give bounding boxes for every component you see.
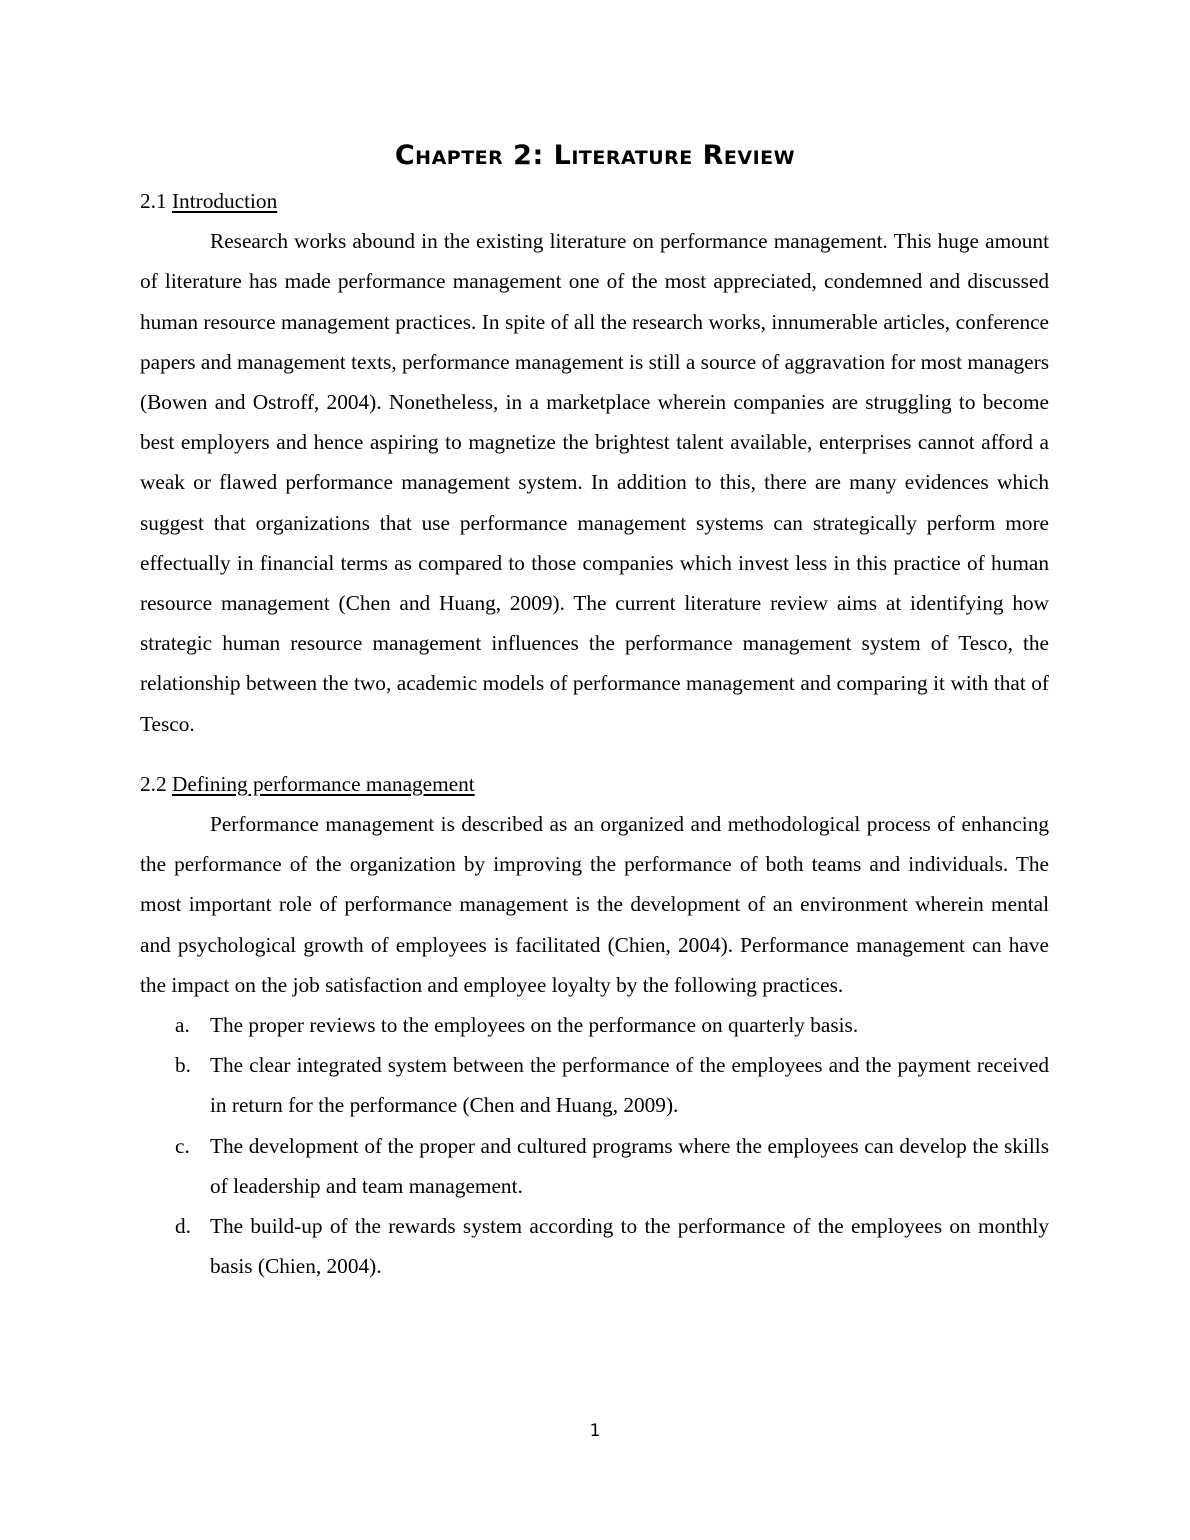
- chapter-title: Chapter 2: Literature Review: [394, 140, 796, 171]
- section-spacer: [140, 744, 1049, 764]
- list-item-text: The proper reviews to the employees on the performance on quarterly basis.: [210, 1013, 859, 1038]
- section-paragraph: Performance management is described as an organized and methodological process of enhancing the performance of the organization by improving the performance of both teams and individuals. The most important role of performance management is the development of an environment wherein mental and psychological growth of employees is facilitated (Chien, 2004). Performance management can have the impact on the job satisfaction and employee loyalty by the following practices.: [140, 812, 1049, 997]
- list-item: [140, 1126, 1049, 1206]
- list-item: [140, 1005, 1049, 1045]
- list-marker: d.: [175, 1214, 191, 1239]
- list-marker: a.: [175, 1013, 190, 1038]
- practices-list: [140, 1005, 1049, 1286]
- list-marker: b.: [175, 1053, 191, 1078]
- list-marker: c.: [175, 1133, 190, 1158]
- list-item-text: The development of the proper and cultured programs where the employees can develop the skills of leadership and team management.: [210, 1133, 1049, 1198]
- section-heading: [140, 181, 1049, 221]
- section-number: 2.2: [140, 771, 167, 796]
- list-item-text: The build-up of the rewards system according to the performance of the employees on monthly basis (Chien, 2004).: [210, 1214, 1049, 1279]
- section-introduction: [140, 181, 1049, 744]
- section-title: Introduction: [171, 189, 278, 213]
- list-item: [140, 1045, 1049, 1125]
- section-number: 2.1: [140, 189, 167, 213]
- page-number: 1: [589, 1421, 601, 1441]
- list-item-text: The clear integrated system between the performance of the employees and the payment received in return for the performance (Chen and Huang, 2009).: [210, 1053, 1049, 1118]
- list-item: [140, 1206, 1049, 1286]
- section-title: Defining performance management: [171, 771, 475, 796]
- page-content: [140, 181, 1049, 1286]
- section-defining-performance-management: [140, 764, 1049, 1287]
- section-heading: [140, 764, 1049, 804]
- section-paragraph: Research works abound in the existing literature on performance management. This huge amount of literature has made performance management one of the most appreciated, condemned and discussed human resource management practices. In spite of all the research works, innumerable articles, conference papers and management texts, performance management is still a source of aggravation for most managers (Bowen and Ostroff, 2004). Nonetheless, in a marketplace wherein companies are struggling to become best employers and hence aspiring to magnetize the brightest talent available, enterprises cannot afford a weak or flawed performance management system. In addition to this, there are many evidences which suggest that organizations that use performance management systems can strategically perform more effectually in financial terms as compared to those companies which invest less in this practice of human resource management (Chen and Huang, 2009). The current literature review aims at identifying how strategic human resource management influences the performance management system of Tesco, the relationship between the two, academic models of performance management and comparing it with that of Tesco.: [140, 229, 1049, 736]
